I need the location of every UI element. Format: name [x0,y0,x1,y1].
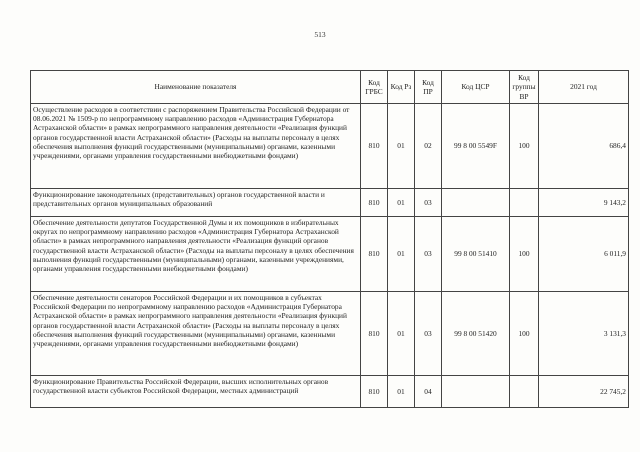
table-row [31,292,629,376]
row-rz: 01 [388,217,415,292]
row-csr [442,189,510,217]
row-rz: 01 [388,292,415,376]
header-csr: Код ЦСР [442,71,510,104]
row-vr: 100 [510,292,539,376]
row-vr [510,376,539,408]
table-row [31,189,629,217]
row-amount: 6 011,9 [539,217,629,292]
budget-table [30,70,629,408]
row-grbs: 810 [361,189,388,217]
row-name: Осуществление расходов в соответствии с распоряжением Правительства Российской Федерации от 08.06.2021 № 1509-р по непрограммному направлению расходов «Администрация Губернатора Астраханской области» в рамках непрограммного направления деятельности «Реализация функций органов государственной власти Астраханской области» (Расходы на выплаты персоналу в целях обеспечения выполнения функций государственными (муниципальными) органами, казенными учреждениями, органами управления государственными внебюджетными фондами) [31,104,361,189]
row-name: Обеспечение деятельности депутатов Государственной Думы и их помощников в избирательных округах по непрограммному направлению расходов «Администрация Губернатора Астраханской области» в рамках непрограммного направления деятельности «Реализация функций органов государственной власти Астраханской области» (Расходы на выплаты персоналу в целях обеспечения выполнения функций государственными (муниципальными) органами, казенными учреждениями, органами управления государственными внебюджетными фондами) [31,217,361,292]
row-vr: 100 [510,104,539,189]
table-row [31,217,629,292]
header-grbs: Код ГРБС [361,71,388,104]
row-amount: 9 143,2 [539,189,629,217]
row-grbs: 810 [361,217,388,292]
row-rz: 01 [388,376,415,408]
row-csr [442,376,510,408]
row-amount: 3 131,3 [539,292,629,376]
row-pr: 03 [415,217,442,292]
row-amount: 22 745,2 [539,376,629,408]
row-name: Функционирование Правительства Российской Федерации, высших исполнительных органов государственной власти субъектов Российской Федерации, местных администраций [31,376,361,408]
page-number: 513 [314,30,326,39]
table-row [31,376,629,408]
row-name: Функционирование законодательных (представительных) органов государственной власти и представительных органов муниципальных образований [31,189,361,217]
table-row [31,104,629,189]
row-grbs: 810 [361,376,388,408]
row-rz: 01 [388,104,415,189]
row-pr: 04 [415,376,442,408]
row-vr [510,189,539,217]
header-vr: Код группы ВР [510,71,539,104]
row-csr: 99 8 00 51410 [442,217,510,292]
row-pr: 03 [415,292,442,376]
row-vr: 100 [510,217,539,292]
row-rz: 01 [388,189,415,217]
row-pr: 02 [415,104,442,189]
row-grbs: 810 [361,292,388,376]
header-row [31,71,629,104]
row-grbs: 810 [361,104,388,189]
row-name: Обеспечение деятельности сенаторов Российской Федерации и их помощников в субъектах Российской Федерации по непрограммному направлению расходов «Администрация Губернатора Астраханской области» в рамках непрограммного направления деятельности «Реализация функций органов государственной власти Астраханской области» (Расходы на выплаты персоналу в целях обеспечения выполнения функций государственными (муниципальными) органами, казенными учреждениями, органами управления государственными внебюджетными фондами) [31,292,361,376]
row-csr: 99 8 00 51420 [442,292,510,376]
header-pr: Код ПР [415,71,442,104]
header-name: Наименование показателя [31,71,361,104]
row-amount: 686,4 [539,104,629,189]
row-pr: 03 [415,189,442,217]
header-year: 2021 год [539,71,629,104]
row-csr: 99 8 00 5549F [442,104,510,189]
header-rz: Код Рз [388,71,415,104]
